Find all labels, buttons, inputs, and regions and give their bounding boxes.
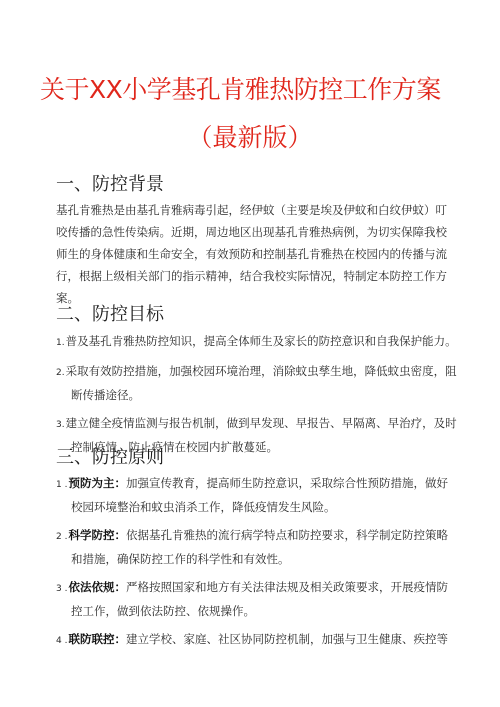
section-heading-background: 一、防控背景 <box>56 174 164 195</box>
item-text: 严格按照国家和地方有关法律法规及相关政策要求，开展疫情防 <box>125 580 448 594</box>
item-number: 4 . <box>56 636 68 646</box>
item-text: 断传播途径。 <box>71 388 140 402</box>
list-item <box>56 360 457 406</box>
item-text: 建立学校、家庭、社区协同防控机制，加强与卫生健康、疾控等 <box>125 632 448 646</box>
item-number: 1 . <box>56 480 68 490</box>
item-text: 普及基孔肯雅热防控知识，提高全体师生及家长的防控意识和自我保护能力。 <box>65 334 457 348</box>
section-background-paragraph <box>56 199 446 309</box>
list-item <box>56 576 451 622</box>
item-text: 控工作，做到依法防控、依规操作。 <box>71 604 255 618</box>
item-number: 2. <box>56 368 65 378</box>
document-subtitle: （最新版） <box>187 123 313 152</box>
goals-list <box>56 330 457 458</box>
item-text: 校园环境整治和蚊虫消杀工作，降低疫情发生风险。 <box>71 500 336 514</box>
paragraph-line: 师生的身体健康和生命安全，有效预防和控制基孔肯雅热在校园内的传播与流 <box>56 247 447 261</box>
item-bold-label: 科学防控： <box>68 528 126 542</box>
paragraph-line: 基孔肯雅热是由基孔肯雅病毒引起，经伊蚊（主要是埃及伊蚊和白纹伊蚊）叮 <box>56 203 447 217</box>
item-number: 2 . <box>56 532 68 542</box>
item-bold-label: 联防联控： <box>68 632 126 646</box>
item-text: 依据基孔肯雅热的流行病学特点和防控要求，科学制定防控策略 <box>125 528 448 542</box>
paragraph-line: 行，根据上级相关部门的指示精神，结合我校实际情况，特制定本防控工作方 <box>56 269 447 283</box>
section-heading-goals: 二、防控目标 <box>56 304 164 325</box>
list-item <box>56 330 457 354</box>
item-text: 采取有效防控措施，加强校园环境治理，消除蚊虫孳生地，降低蚊虫密度，阻 <box>65 364 457 378</box>
paragraph-line: 案。 <box>56 291 79 305</box>
item-bold-label: 预防为主： <box>68 476 126 490</box>
item-text: 建立健全疫情监测与报告机制，做到早发现、早报告、早隔离、早治疗，及时 <box>65 416 457 430</box>
list-item <box>56 628 451 652</box>
section-heading-principles: 三、防控原则 <box>56 447 164 468</box>
principles-list <box>56 472 451 652</box>
item-text: 控制疫情，防止疫情在校园内扩散蔓延。 <box>71 440 278 454</box>
list-item <box>56 524 451 570</box>
item-text: 加强宣传教育，提高师生防控意识，采取综合性预防措施，做好 <box>125 476 448 490</box>
item-number: 3 . <box>56 584 68 594</box>
item-number: 3. <box>56 420 65 430</box>
document-title: 关于XX小学基孔肯雅热防控工作方案 <box>40 75 441 104</box>
item-text: 和措施，确保防控工作的科学性和有效性。 <box>71 552 290 566</box>
paragraph-line: 咬传播的急性传染病。近期，周边地区出现基孔肯雅热病例，为切实保障我校 <box>56 225 447 239</box>
list-item <box>56 472 451 518</box>
item-number: 1. <box>56 338 65 348</box>
item-bold-label: 依法依规： <box>68 580 126 594</box>
